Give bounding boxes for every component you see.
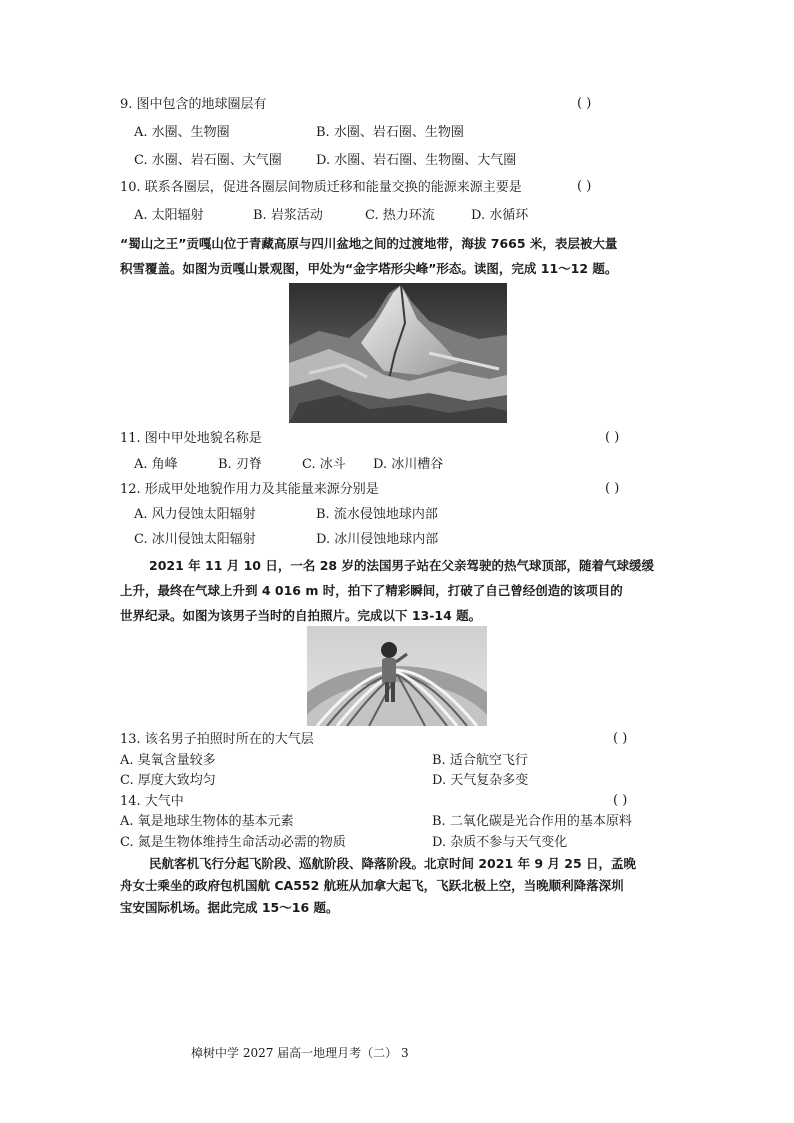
q9-option-d: D. 水圈、岩石圈、生物圈、大气圈 (316, 153, 517, 168)
q14-option-b: B. 二氧化碳是光合作用的基本原料 (432, 814, 632, 829)
q10-option-b: B. 岩浆活动 (253, 208, 323, 223)
q10-option-c: C. 热力环流 (365, 208, 435, 223)
passage2-line3: 世界纪录。如图为该男子当时的自拍照片。完成以下 13-14 题。 (120, 608, 482, 623)
q10-option-a: A. 太阳辐射 (134, 208, 204, 223)
q9-option-a: A. 水圈、生物圈 (134, 125, 230, 140)
q12-option-d: D. 冰川侵蚀地球内部 (316, 532, 439, 547)
q14-option-a: A. 氧是地球生物体的基本元素 (120, 814, 294, 829)
q9-stem: 9. 图中包含的地球圈层有 (120, 97, 267, 112)
q12-option-a: A. 风力侵蚀太阳辐射 (134, 507, 256, 522)
q13-option-b: B. 适合航空飞行 (432, 753, 528, 768)
passage3-line3: 宝安国际机场。据此完成 15～16 题。 (120, 900, 339, 915)
q11-stem: 11. 图中甲处地貌名称是 (120, 431, 262, 446)
q13-option-d: D. 天气复杂多变 (432, 773, 529, 788)
q11-option-d: D. 冰川槽谷 (373, 457, 444, 472)
q11-option-c: C. 冰斗 (302, 457, 346, 472)
passage3-line1: 民航客机飞行分起飞阶段、巡航阶段、降落阶段。北京时间 2021 年 9 月 25 日，孟晚 (149, 856, 636, 871)
passage3-line2: 舟女士乘坐的政府包机国航 CA552 航班从加拿大起飞，飞跃北极上空，当晚顺利降落深圳 (120, 878, 624, 893)
q10-option-d: D. 水循环 (471, 208, 529, 223)
q14-answer-paren: ( ) (613, 793, 628, 808)
q13-option-a: A. 臭氧含量较多 (120, 753, 216, 768)
passage1-line2: 积雪覆盖。如图为贡嘎山景观图，甲处为“金字塔形尖峰”形态。读图，完成 11～12 题。 (120, 261, 618, 276)
q13-option-c: C. 厚度大致均匀 (120, 773, 216, 788)
q9-option-b: B. 水圈、岩石圈、生物圈 (316, 125, 464, 140)
q9-option-c: C. 水圈、岩石圈、大气圈 (134, 153, 282, 168)
q10-answer-paren: ( ) (577, 179, 592, 194)
q12-answer-paren: ( ) (605, 481, 620, 496)
balloon-image (307, 626, 487, 726)
q12-option-c: C. 冰川侵蚀太阳辐射 (134, 532, 256, 547)
q11-option-a: A. 角峰 (134, 457, 178, 472)
q10-stem: 10. 联系各圈层，促进各圈层间物质迁移和能量交换的能源来源主要是 (120, 180, 522, 195)
mountain-image (289, 283, 507, 423)
passage1-line1: “蜀山之王”贡嘎山位于青藏高原与四川盆地之间的过渡地带，海拔 7665 米，表层被大量 (120, 236, 618, 251)
q12-stem: 12. 形成甲处地貌作用力及其能量来源分别是 (120, 482, 379, 497)
q13-answer-paren: ( ) (613, 731, 628, 746)
q9-answer-paren: ( ) (577, 96, 592, 111)
q12-option-b: B. 流水侵蚀地球内部 (316, 507, 438, 522)
gongga-mountain-photo (289, 283, 507, 423)
passage2-line2: 上升，最终在气球上升到 4 016 m 时，拍下了精彩瞬间，打破了自己曾经创造的该项目的 (120, 583, 623, 598)
q14-stem: 14. 大气中 (120, 794, 184, 809)
page-footer: 樟树中学 2027 届高一地理月考（二） 3 (191, 1046, 409, 1060)
balloon-selfie-photo (307, 626, 487, 726)
q11-option-b: B. 刃脊 (218, 457, 262, 472)
q13-stem: 13. 该名男子拍照时所在的大气层 (120, 732, 314, 747)
q11-answer-paren: ( ) (605, 430, 620, 445)
passage2-line1: 2021 年 11 月 10 日，一名 28 岁的法国男子站在父亲驾驶的热气球顶部，随着气球缓缓 (149, 558, 654, 573)
q14-option-d: D. 杂质不参与天气变化 (432, 835, 568, 850)
q14-option-c: C. 氮是生物体维持生命活动必需的物质 (120, 835, 346, 850)
